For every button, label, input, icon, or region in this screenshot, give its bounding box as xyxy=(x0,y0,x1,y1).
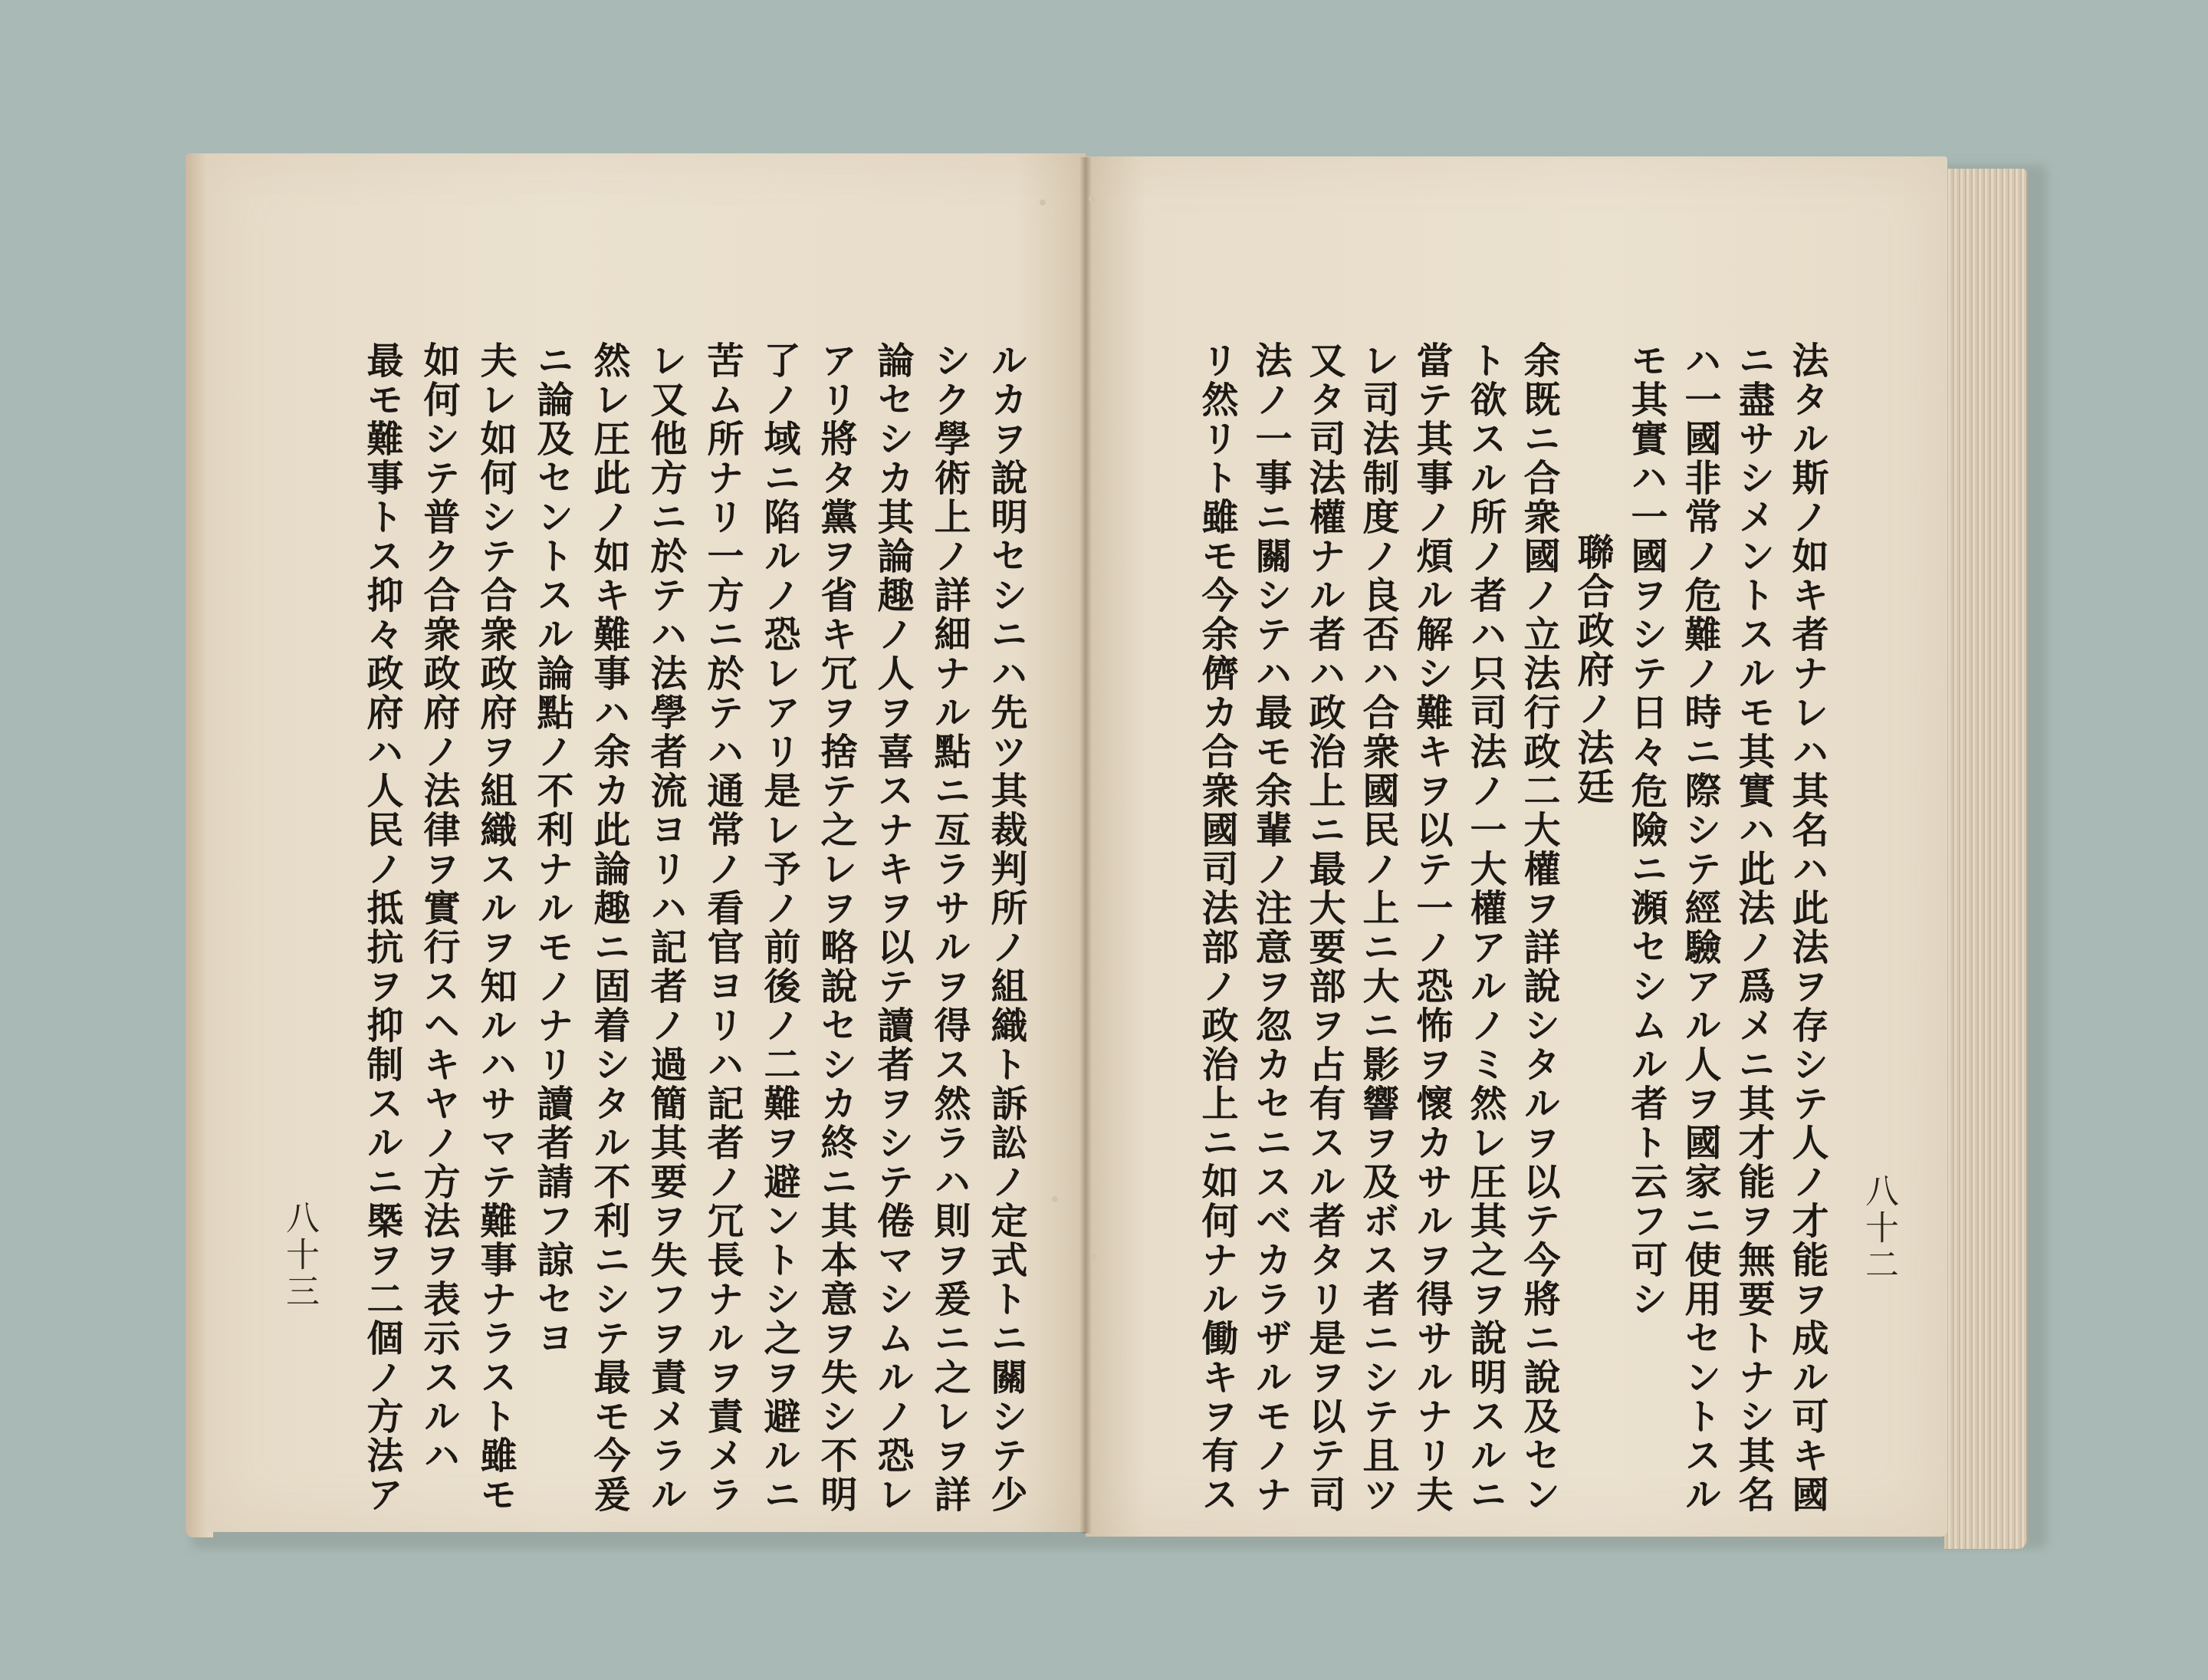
binding-hole xyxy=(1089,196,1095,202)
page-fore-edge xyxy=(1944,169,2028,1549)
binding-hole xyxy=(1040,199,1046,205)
text-column: 當テ其事ノ煩ル解シ難キヲ以テ一ノ恐怖ヲ懷カサルヲ得サルナリ夫 xyxy=(1410,341,1453,1514)
text-column: 余既ニ合衆國ノ立法行政二大權ヲ詳說シタルヲ以テ今將ニ說及セン xyxy=(1517,341,1560,1514)
binding-hole xyxy=(1090,1254,1096,1260)
book-gutter xyxy=(1079,157,1092,1534)
text-column: 然レ圧此ノ如キ難事ハ余カ此論趣ニ固着シタル不利ニシテ最モ今爰 xyxy=(587,341,630,1514)
text-column: 夫レ如何シテ合衆政府ヲ組織スルヲ知ルハサマテ難事ナラスト雖モ xyxy=(474,341,517,1514)
text-column: モ其實ハ一國ヲシテ日々危險ニ瀕セシムル者ト云フ可シ xyxy=(1625,341,1668,1319)
binding-hole xyxy=(1052,1196,1058,1202)
text-column: 法タル斯ノ如キ者ナレハ其名ハ此法ヲ存シテ人ノ才能ヲ成ル可キ國 xyxy=(1786,341,1829,1514)
text-column: ハ一國非常ノ危難ノ時ニ際シテ經驗アル人ヲ國家ニ使用セントスル xyxy=(1678,341,1721,1514)
text-column: 法ノ一事ニ關シテハ最モ余輩ノ注意ヲ忽カセニスベカラザルモノナ xyxy=(1249,341,1292,1514)
text-column: レ又他方ニ於テハ法學者流ヨリハ記者ノ過簡其要ヲ失フヲ責メラル xyxy=(644,341,687,1514)
text-column: ニ盡サシメントスルモ其實ハ此法ノ爲メニ其才能ヲ無要トナシ其名 xyxy=(1732,341,1775,1514)
text-column: 如何シテ普ク合衆政府ノ法律ヲ實行スヘキヤノ方法ヲ表示スルハ xyxy=(417,341,460,1475)
text-column: 論セシカ其論趣ノ人ヲ喜スナキヲ以テ讀者ヲシテ倦マシムルノ恐レ xyxy=(871,341,914,1514)
text-column: 又タ司法權ナル者ハ政治上ニ最大要部ヲ占有スル者タリ是ヲ以テ司 xyxy=(1303,341,1346,1514)
right-page-number: 八十二 xyxy=(1859,1173,1898,1284)
text-column: ルカヲ說明セシニハ先ツ其裁判所ノ組織ト訴訟ノ定式トニ關シテ少 xyxy=(984,341,1027,1514)
text-column: レ司法制度ノ良否ハ合衆國民ノ上ニ大ニ影響ヲ及ボス者ニシテ且ツ xyxy=(1356,341,1399,1514)
text-column: 最モ難事トス抑々政府ハ人民ノ抵抗ヲ抑制スルニ槩ヲ二個ノ方法ア xyxy=(360,341,403,1514)
text-column: 苦ム所ナリ一方ニ於テハ通常ノ看官ヨリハ記者ノ冗長ナルヲ責メラ xyxy=(701,341,744,1514)
text-column: アリ將タ黨ヲ省キ冗ヲ捨テ之レヲ略說セシカ終ニ其本意ヲ失シ不明 xyxy=(814,341,857,1514)
left-page-text xyxy=(337,341,1031,1514)
section-heading: 聯合政府ノ法廷 xyxy=(1571,533,1614,807)
text-column: シク學術上ノ詳細ナル點ニ亙ラサルヲ得ス然ラハ則ヲ爰ニ之レヲ詳 xyxy=(928,341,971,1514)
text-column: ト欲スル所ノ者ハ只司法ノ一大權アルノミ然レ圧其之ヲ說明スルニ xyxy=(1464,341,1506,1514)
text-column: 了ノ域ニ陷ルノ恐レアリ是レ予ノ前後ノ二難ヲ避ントシ之ヲ避ルニ xyxy=(757,341,800,1514)
text-column: リ然リト雖モ今余儕カ合衆國司法部ノ政治上ニ如何ナル働キヲ有ス xyxy=(1195,341,1238,1514)
left-page-number: 八十三 xyxy=(280,1200,319,1310)
right-page-text xyxy=(1195,341,1832,1514)
text-column: ニ論及セントスル論點ノ不利ナルモノナリ讀者請フ諒セヨ xyxy=(531,341,573,1358)
